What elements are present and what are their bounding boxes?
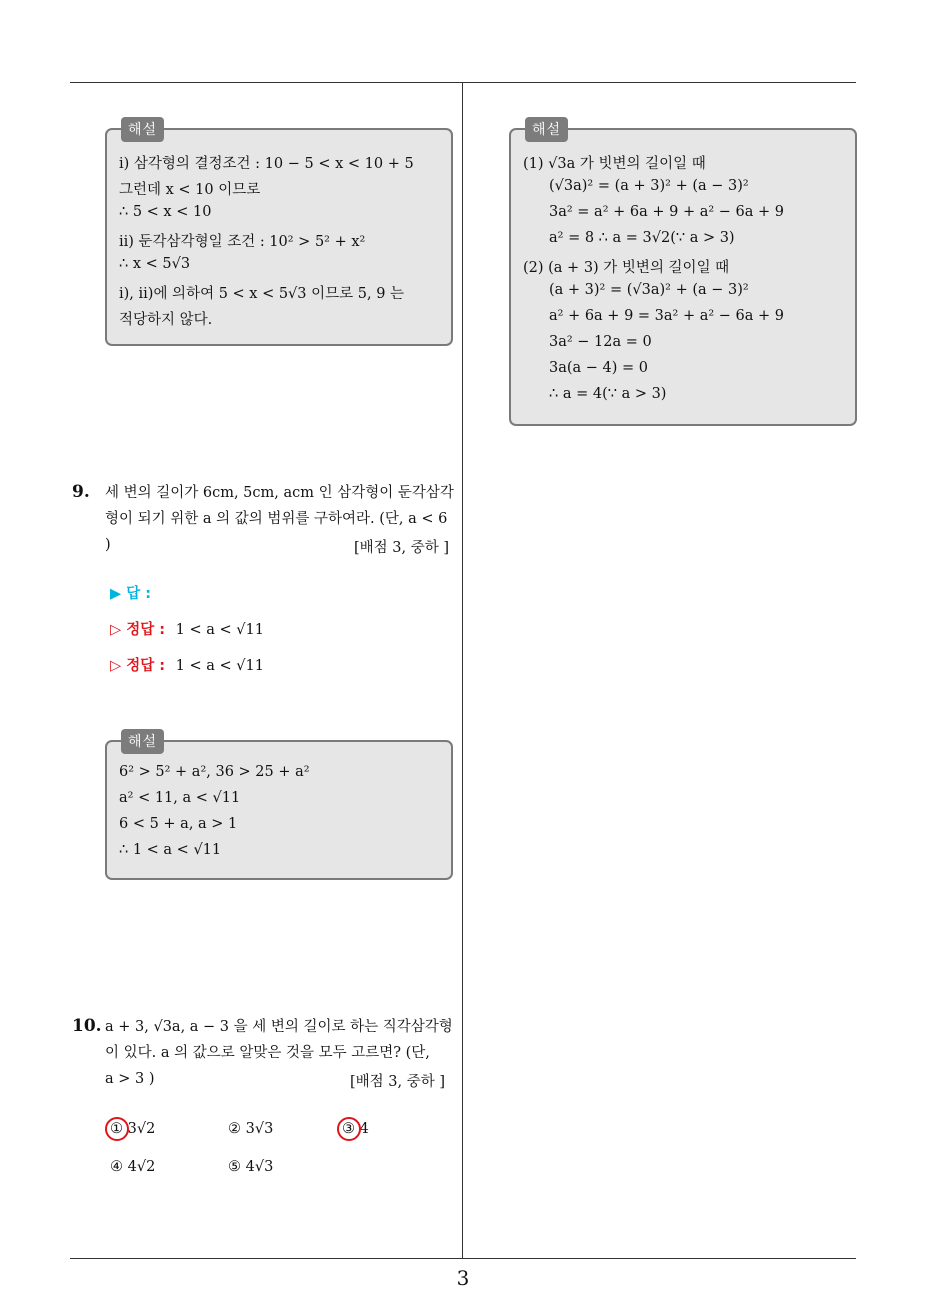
solution-box-8 xyxy=(105,122,453,346)
correct-answer-row xyxy=(110,654,264,675)
correct-value: 1 < a < √11 xyxy=(175,622,264,638)
solution-line: ⅰ), ⅱ)에 의하여 5 < x < 5√3 이므로 5, 9 는 xyxy=(119,286,405,302)
question-line: a > 3 ) xyxy=(105,1071,155,1087)
solution-line: (1) √3a 가 빗변의 길이일 때 xyxy=(523,156,706,172)
solution-line: ∴ x < 5√3 xyxy=(119,256,191,272)
solution-tag: 해설 xyxy=(121,729,164,754)
column-divider xyxy=(462,82,463,1259)
question-line: 형이 되기 위한 a 의 값의 범위를 구하여라. (단, a < 6 xyxy=(105,511,448,527)
solution-line: 3a² = a² + 6a + 9 + a² − 6a + 9 xyxy=(549,204,784,220)
choice-4[interactable]: ④ 4√2 xyxy=(110,1159,156,1175)
solution-tag: 해설 xyxy=(121,117,164,142)
choice-2[interactable]: ② 3√3 xyxy=(228,1121,274,1137)
solution-line: a² = 8 ∴ a = 3√2(∵ a > 3) xyxy=(549,230,735,246)
solution-line: 3a² − 12a = 0 xyxy=(549,334,652,350)
solution-line: ∴ a = 4(∵ a > 3) xyxy=(549,386,667,402)
choice-3[interactable]: ③ 4 xyxy=(342,1121,369,1137)
solution-tag: 해설 xyxy=(525,117,568,142)
answer-row xyxy=(110,582,151,603)
choice-1[interactable]: ① 3√2 xyxy=(110,1121,156,1137)
solution-line: 적당하지 않다. xyxy=(119,312,213,328)
solution-line: (√3a)² = (a + 3)² + (a − 3)² xyxy=(549,178,749,194)
solution-box-9 xyxy=(105,734,453,880)
question-line: 이 있다. a 의 값으로 알맞은 것을 모두 고르면? (단, xyxy=(105,1045,430,1061)
score-label: [배점 3, 중하 ] xyxy=(350,1074,446,1090)
solution-line: a² + 6a + 9 = 3a² + a² − 6a + 9 xyxy=(549,308,784,324)
solution-line: 그런데 x < 10 이므로 xyxy=(119,182,261,198)
correct-label: ▷ 정답 : xyxy=(110,622,166,638)
score-label: [배점 3, 중하 ] xyxy=(354,540,450,556)
solution-line: ∴ 5 < x < 10 xyxy=(119,204,212,220)
question-line: ) xyxy=(105,537,111,553)
choice-5[interactable]: ⑤ 4√3 xyxy=(228,1159,274,1175)
question-line: a + 3, √3a, a − 3 을 세 변의 길이로 하는 직각삼각형 xyxy=(105,1019,453,1035)
selected-mark-3 xyxy=(337,1117,361,1141)
solution-line: ⅰ) 삼각형의 결정조건 : 10 − 5 < x < 10 + 5 xyxy=(119,156,414,172)
correct-label: ▷ 정답 : xyxy=(110,658,166,674)
solution-line: (a + 3)² = (√3a)² + (a − 3)² xyxy=(549,282,749,298)
correct-answer-row xyxy=(110,618,264,639)
page-number: 3 xyxy=(456,1266,470,1290)
answer-label: ▶ 답 : xyxy=(110,586,152,602)
solution-line: (2) (a + 3) 가 빗변의 길이일 때 xyxy=(523,260,730,276)
solution-line: ∴ 1 < a < √11 xyxy=(119,842,222,858)
question-number: 9. xyxy=(72,482,90,502)
correct-value: 1 < a < √11 xyxy=(175,658,264,674)
solution-line: 6 < 5 + a, a > 1 xyxy=(119,816,238,832)
solution-line: ⅱ) 둔각삼각형일 조건 : 10² > 5² + x² xyxy=(119,234,366,250)
selected-mark-1 xyxy=(105,1117,129,1141)
solution-line: 3a(a − 4) = 0 xyxy=(549,360,649,376)
solution-box-10 xyxy=(509,122,857,426)
question-line: 세 변의 길이가 6cm, 5cm, acm 인 삼각형이 둔각삼각 xyxy=(105,485,454,501)
solution-line: 6² > 5² + a², 36 > 25 + a² xyxy=(119,764,310,780)
solution-line: a² < 11, a < √11 xyxy=(119,790,241,806)
question-number: 10. xyxy=(72,1016,102,1036)
bottom-rule xyxy=(70,1258,856,1259)
top-rule xyxy=(70,82,856,83)
